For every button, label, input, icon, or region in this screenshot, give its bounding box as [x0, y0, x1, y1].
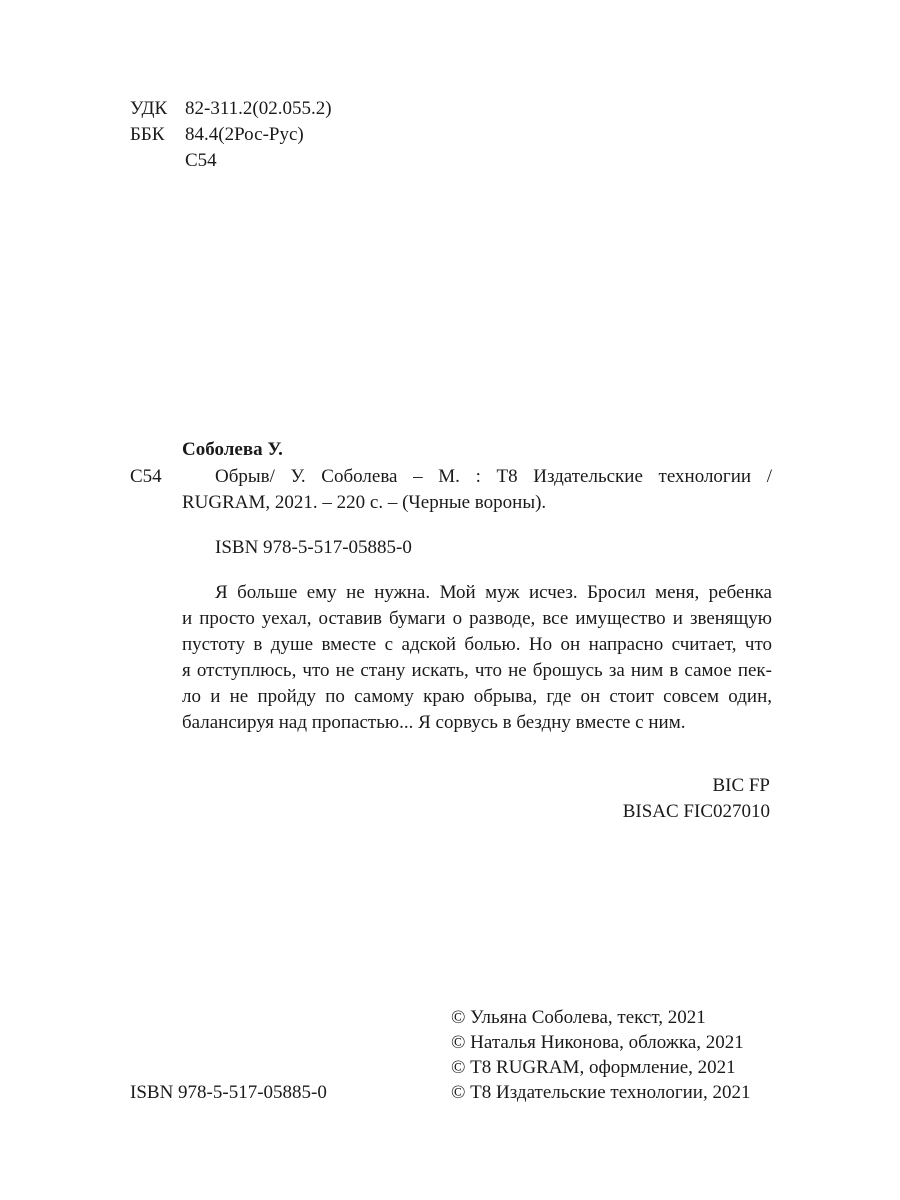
bib-line: RUGRAM, 2021. – 220 с. – (Черные вороны). — [182, 492, 547, 513]
annotation-line: Я больше ему не нужна. Мой муж исчез. Бросил меня, ребенка — [215, 582, 772, 603]
subject-codes — [623, 773, 770, 825]
annotation — [182, 580, 772, 736]
annotation-line: я отступлюсь, что не стану искать, что не брошусь за ним в самое пек- — [182, 660, 772, 681]
udk-value: 82-311.2(02.055.2) — [185, 98, 332, 119]
bib-line: Обрыв/ У. Соболева – М. : Т8 Издательские технологии / — [215, 466, 772, 487]
copyright-line: © Ульяна Соболева, текст, 2021 — [451, 1007, 706, 1028]
copyright-line: © Т8 Издательские технологии, 2021 — [451, 1082, 751, 1103]
bbk-value: 84.4(2Рос-Рус) — [185, 124, 304, 145]
author-mark-value: С54 — [185, 150, 217, 171]
annotation-line: ло и не пройду по самому краю обрыва, где он стоит совсем один, — [182, 686, 772, 707]
annotation-line: и просто уехал, оставив бумаги о разводе, все имущество и звенящую — [182, 608, 772, 629]
isbn-bottom: ISBN 978-5-517-05885-0 — [130, 1082, 327, 1103]
catalog-author: Соболева У. — [182, 439, 283, 460]
copyright-line: © Наталья Никонова, обложка, 2021 — [451, 1032, 744, 1053]
annotation-line: балансируя над пропастью... Я сорвусь в бездну вместе с ним. — [182, 712, 686, 733]
copyright-line: © Т8 RUGRAM, оформление, 2021 — [451, 1057, 736, 1078]
bic-code: BIC FP — [712, 775, 770, 796]
udk-label: УДК — [130, 98, 168, 119]
bisac-code: BISAC FIC027010 — [622, 801, 770, 822]
catalog-isbn: ISBN 978-5-517-05885-0 — [215, 537, 412, 558]
author-mark-row — [130, 148, 217, 174]
bibliographic-description — [182, 464, 772, 516]
bbk-label: ББК — [130, 124, 165, 145]
annotation-line: пустоту в душе вместе с адской болью. Но он напрасно считает, что — [182, 634, 772, 655]
copyright-block — [451, 1005, 750, 1105]
catalog-code: С54 — [130, 466, 162, 487]
bbk-row — [130, 122, 304, 148]
udk-row — [130, 96, 332, 122]
